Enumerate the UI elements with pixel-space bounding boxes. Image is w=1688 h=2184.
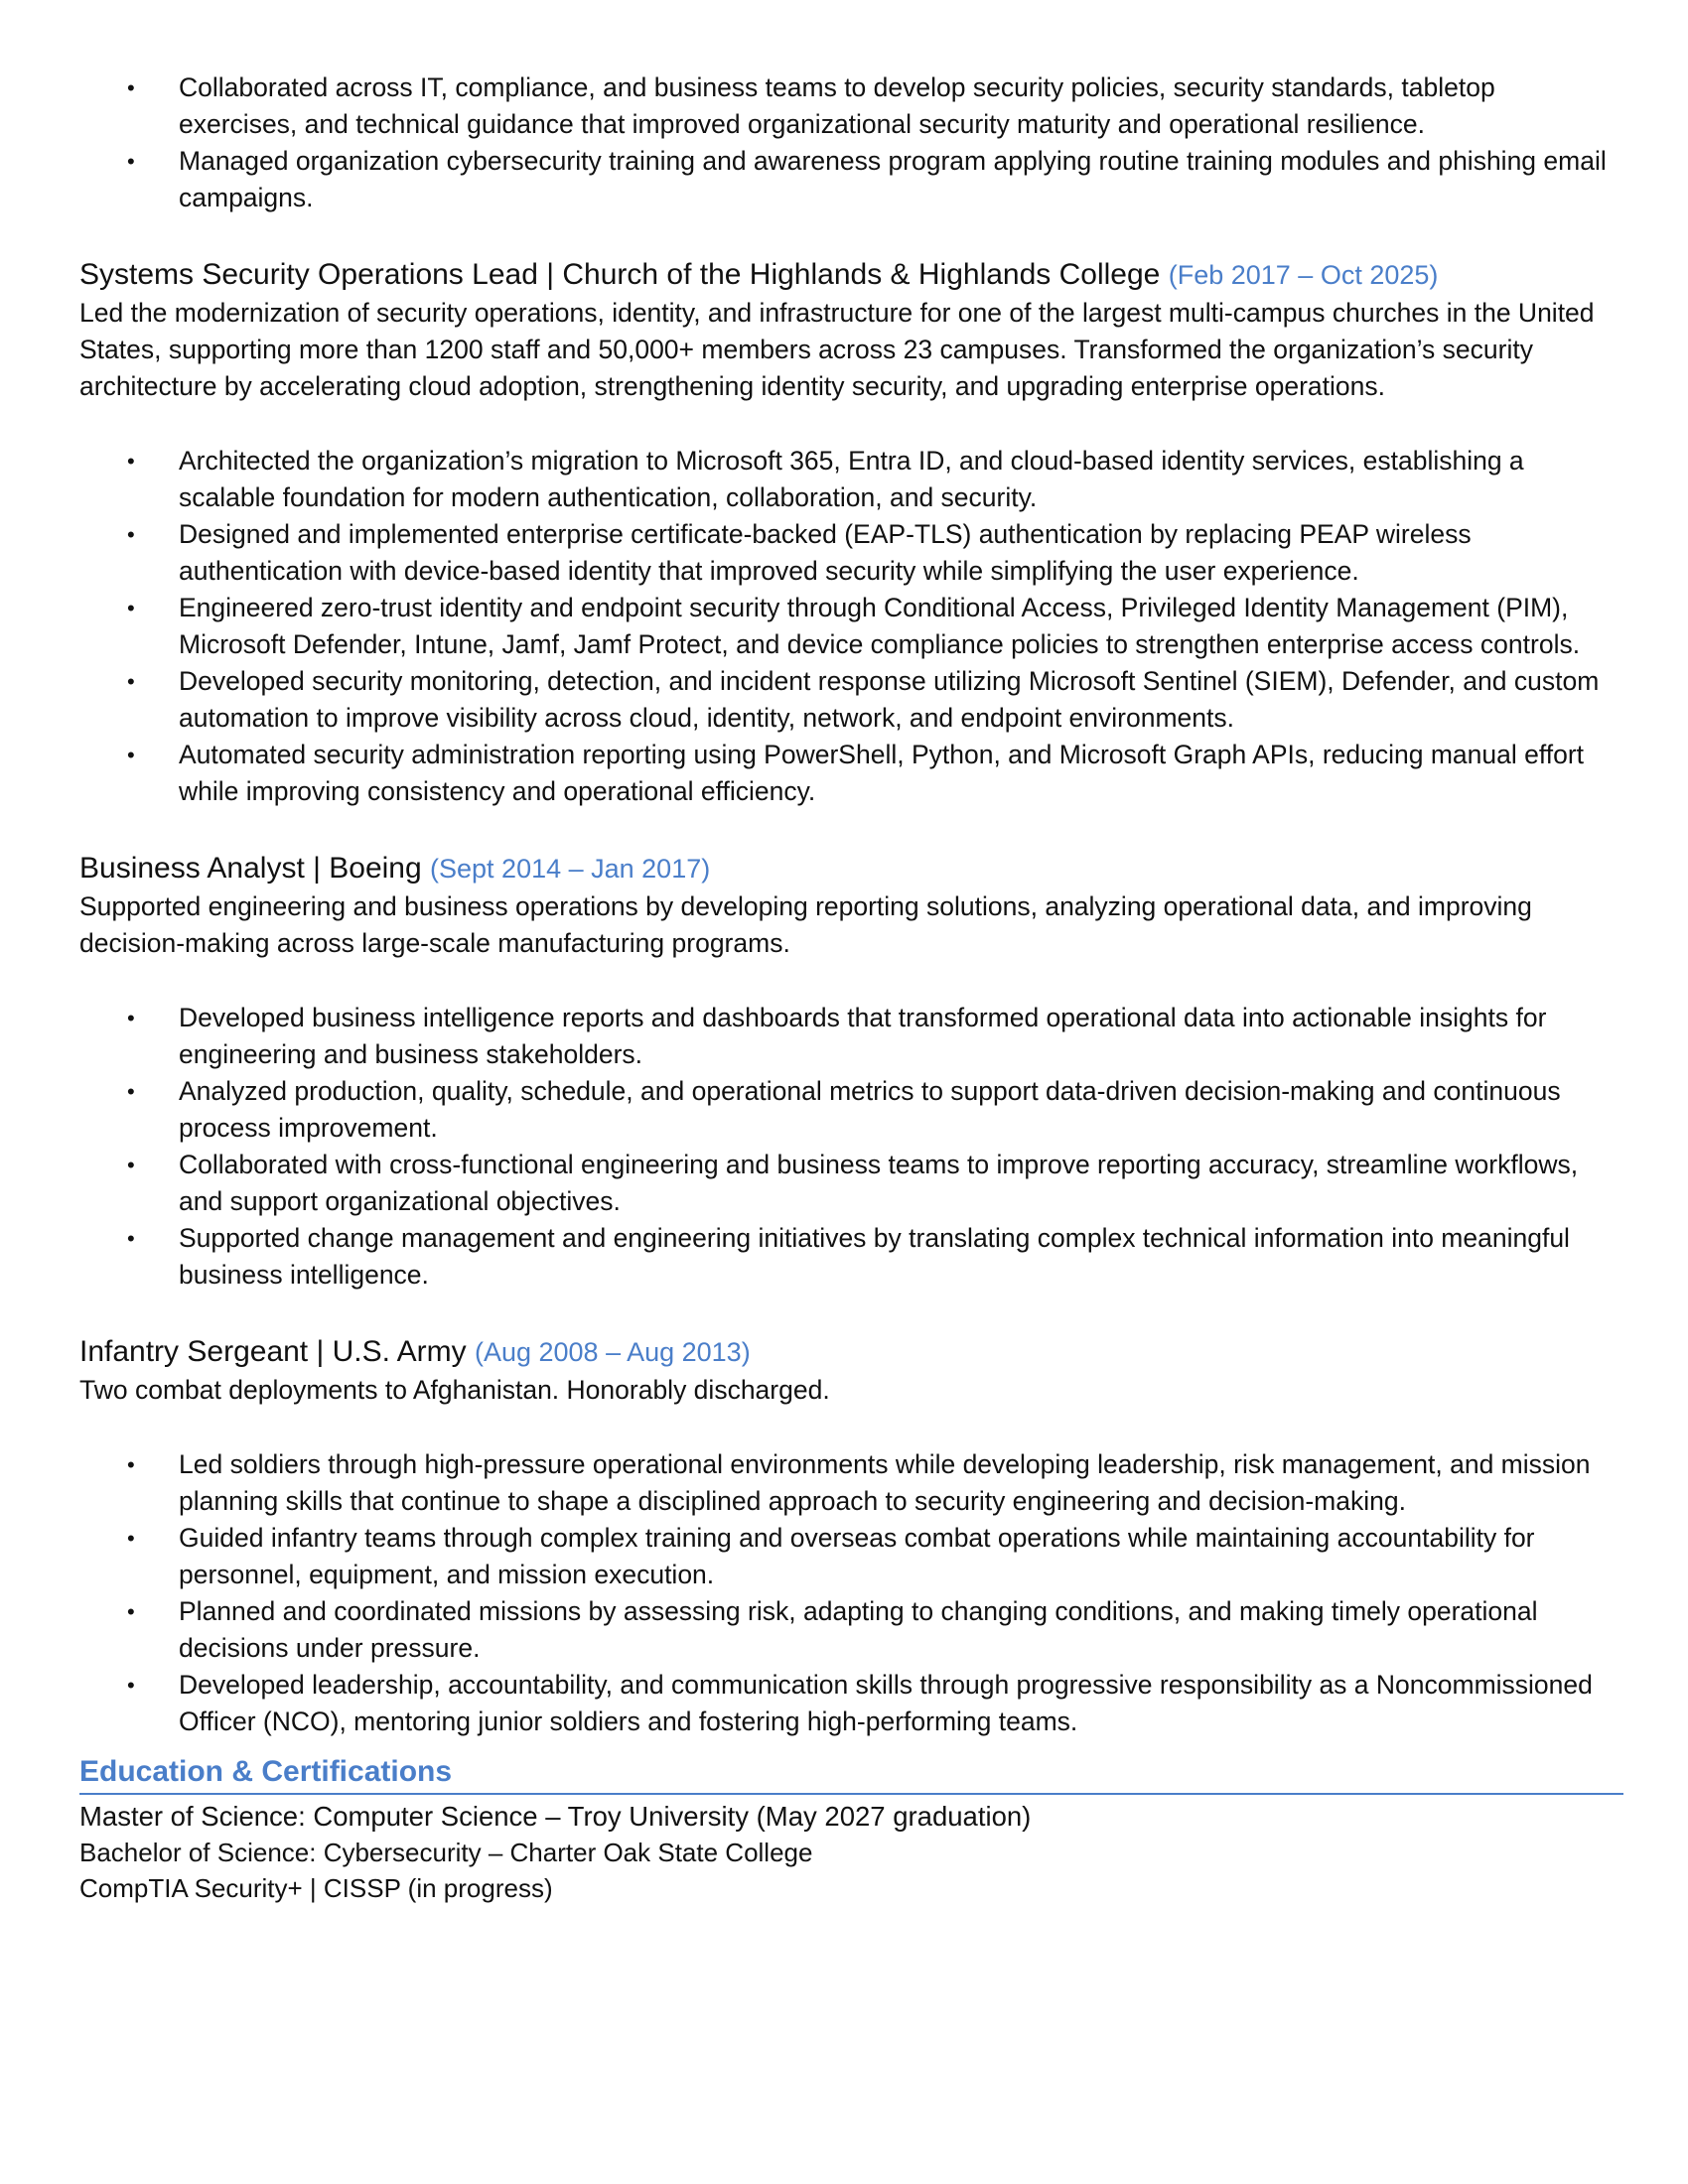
job-entry-boeing (79, 849, 1614, 1294)
bullet-text: Engineered zero-trust identity and endpoint security through Conditional Access, Privileged Identity Management (PIM), Microsoft Defender, Intune, Jamf, Jamf Protect, and device compliance policies to strengthen enterprise access controls. (179, 593, 1581, 659)
bullet-text: Developed security monitoring, detection, and incident response utilizing Microsoft Sentinel (SIEM), Defender, and custom automation to improve visibility across cloud, identity, network, and endpoint environments. (179, 666, 1600, 733)
bullet-item (79, 443, 1614, 516)
bullet-item (79, 590, 1614, 663)
bullet-dot: • (127, 596, 135, 620)
bullet-text: Guided infantry teams through complex training and overseas combat operations while maintaining accountability for personnel, equipment, and mission execution. (179, 1523, 1535, 1589)
job-dates: (Feb 2017 – Oct 2025) (1168, 260, 1439, 290)
certification-entry: CompTIA Security+ | CISSP (in progress) (79, 1873, 553, 1903)
bullet-dot: • (127, 1153, 135, 1177)
bullet-dot: • (127, 1226, 135, 1251)
bullet-dot: • (127, 1452, 135, 1477)
bullet-item (79, 1593, 1614, 1667)
job-entry-church-of-the-highlands (79, 255, 1614, 810)
bullet-dot: • (127, 522, 135, 547)
bullet-dot: • (127, 1079, 135, 1104)
bullet-text: Collaborated across IT, compliance, and business teams to develop security policies, security standards, tabletop exercises, and technical guidance that improved organizational security maturity and operational resilience. (179, 72, 1495, 139)
section-heading: Education & Certifications (79, 1755, 453, 1788)
bullet-dot: • (127, 449, 135, 474)
bullet-item (79, 737, 1614, 810)
section-divider (79, 1793, 1623, 1795)
education-section (79, 1752, 1614, 1906)
bullet-item (79, 1667, 1614, 1740)
bullet-item (79, 1000, 1614, 1073)
job-bullets (79, 443, 1614, 810)
job-summary: Two combat deployments to Afghanistan. Honorably discharged. (79, 1375, 830, 1405)
job-bullets (79, 1446, 1614, 1740)
job-title (79, 255, 1614, 295)
bullet-dot: • (127, 75, 135, 100)
bullet-text: Designed and implemented enterprise certificate-backed (EAP-TLS) authentication by replacing PEAP wireless authentication with device-based identity that improved security while simplifying the user experience. (179, 519, 1472, 586)
job-title-text: Business Analyst | Boeing (79, 852, 422, 885)
bullet-text: Developed leadership, accountability, and communication skills through progressive responsibility as a Noncommissioned Officer (NCO), mentoring junior soldiers and fostering high-performing teams. (179, 1670, 1593, 1736)
bullet-item (79, 1446, 1614, 1520)
bullet-text: Supported change management and engineering initiatives by translating complex technical information into meaningful business intelligence. (179, 1223, 1570, 1290)
bullet-dot: • (127, 1006, 135, 1030)
bullet-dot: • (127, 1599, 135, 1624)
bullet-item (79, 516, 1614, 590)
education-entry: Master of Science: Computer Science – Troy University (May 2027 graduation) (79, 1801, 1032, 1832)
job-summary: Led the modernization of security operations, identity, and infrastructure for one of the largest multi-campus churches in the United States, supporting more than 1200 staff and 50,000+ members across 23 campuses. Transformed the organization’s security architecture by accelerating cloud adoption, strengthening identity security, and upgrading enterprise operations. (79, 298, 1595, 401)
bullet-text: Planned and coordinated missions by assessing risk, adapting to changing conditions, and making timely operational decisions under pressure. (179, 1596, 1538, 1663)
bullet-dot: • (127, 743, 135, 767)
job-title (79, 1332, 1614, 1372)
bullet-text: Architected the organization’s migration to Microsoft 365, Entra ID, and cloud-based identity services, establishing a scalable foundation for modern authentication, collaboration, and security. (179, 446, 1524, 512)
bullet-text: Managed organization cybersecurity training and awareness program applying routine training modules and phishing email campaigns. (179, 146, 1607, 212)
job-dates: (Sept 2014 – Jan 2017) (430, 854, 711, 884)
bullet-text: Developed business intelligence reports and dashboards that transformed operational data into actionable insights for engineering and business stakeholders. (179, 1003, 1547, 1069)
job-title-text: Infantry Sergeant | U.S. Army (79, 1335, 467, 1368)
previous-job-bullets (79, 69, 1614, 216)
resume-page (79, 69, 1614, 1906)
bullet-item (79, 1220, 1614, 1294)
bullet-text: Led soldiers through high-pressure operational environments while developing leadership, risk management, and mission planning skills that continue to shape a disciplined approach to security engineering and decision-making. (179, 1449, 1591, 1516)
bullet-item (79, 663, 1614, 737)
bullet-item (79, 1147, 1614, 1220)
job-title-text: Systems Security Operations Lead | Church of the Highlands & Highlands College (79, 258, 1161, 291)
education-entry: Bachelor of Science: Cybersecurity – Charter Oak State College (79, 1838, 813, 1867)
bullet-dot: • (127, 1526, 135, 1551)
job-title (79, 849, 1614, 888)
job-summary: Supported engineering and business operations by developing reporting solutions, analyzing operational data, and improving decision-making across large-scale manufacturing programs. (79, 891, 1532, 958)
bullet-text: Collaborated with cross-functional engineering and business teams to improve reporting accuracy, streamline workflows, and support organizational objectives. (179, 1150, 1579, 1216)
job-bullets (79, 1000, 1614, 1294)
job-dates: (Aug 2008 – Aug 2013) (474, 1337, 751, 1367)
bullet-item (79, 1520, 1614, 1593)
bullet-item (79, 1073, 1614, 1147)
bullet-item (79, 69, 1614, 143)
bullet-dot: • (127, 1673, 135, 1698)
bullet-text: Analyzed production, quality, schedule, and operational metrics to support data-driven decision-making and continuous process improvement. (179, 1076, 1561, 1143)
bullet-item (79, 143, 1614, 216)
job-entry-us-army (79, 1332, 1614, 1740)
bullet-dot: • (127, 149, 135, 174)
bullet-text: Automated security administration reporting using PowerShell, Python, and Microsoft Graph APIs, reducing manual effort while improving consistency and operational efficiency. (179, 740, 1585, 806)
bullet-dot: • (127, 669, 135, 694)
